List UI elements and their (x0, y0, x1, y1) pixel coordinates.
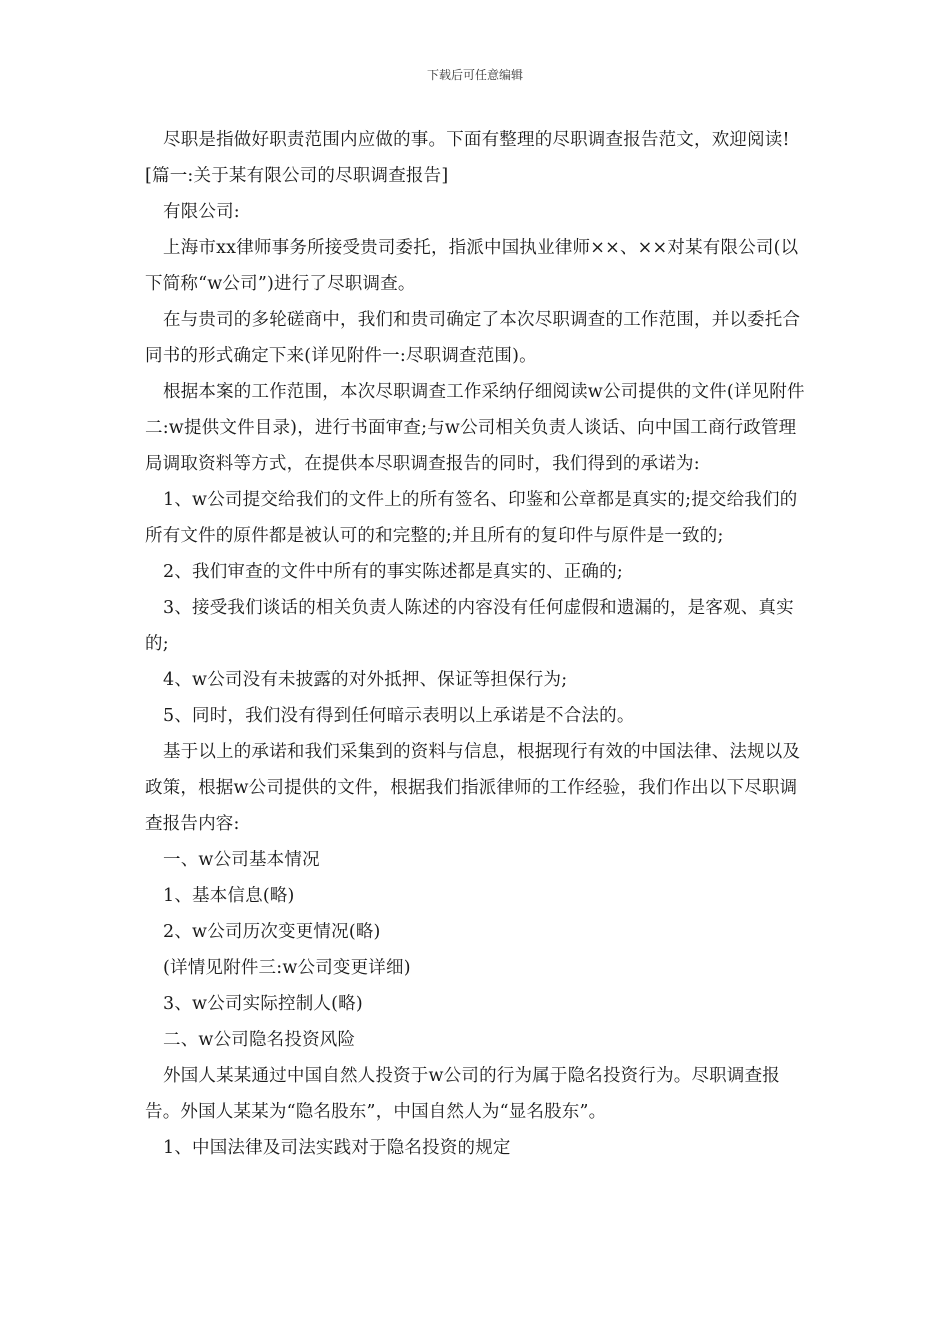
paragraph-commission: 上海市xx律师事务所接受贵司委托，指派中国执业律师××、××对某有限公司(以下简称“w公司”)进行了尽职调查。 (145, 238, 799, 294)
page-header: 下载后可任意编辑 (426, 68, 523, 82)
promise-item-4: 4、w公司没有未披露的对外抵押、保证等担保行为; (163, 670, 568, 690)
section-heading-2: 二、w公司隐名投资风险 (163, 1030, 356, 1050)
subsection-changes: 2、w公司历次变更情况(略) (163, 922, 381, 942)
subsection-basic-info: 1、基本信息(略) (163, 886, 295, 906)
addressee: 有限公司: (163, 202, 240, 222)
paragraph-basis: 基于以上的承诺和我们采集到的资料与信息，根据现行有效的中国法律、法规以及政策，根据w公司提供的文件，根据我们指派律师的工作经验，我们作出以下尽职调查报告内容: (145, 742, 801, 834)
paragraph-method: 根据本案的工作范围，本次尽职调查工作采纳仔细阅读w公司提供的文件(详见附件二:w提供文件目录)，进行书面审查;与w公司相关负责人谈话、向中国工商行政管理局调取资料等方式，在提供本尽职调查报告的同时，我们得到的承诺为: (145, 382, 805, 474)
promise-item-5: 5、同时，我们没有得到任何暗示表明以上承诺是不合法的。 (163, 706, 635, 726)
section-heading-1: 一、w公司基本情况 (163, 850, 320, 870)
paragraph-scope: 在与贵司的多轮磋商中，我们和贵司确定了本次尽职调查的工作范围，并以委托合同书的形式确定下来(详见附件一:尽职调查范围)。 (145, 310, 801, 366)
promise-item-1: 1、w公司提交给我们的文件上的所有签名、印鉴和公章都是真实的;提交给我们的所有文件的原件都是被认可的和完整的;并且所有的复印件与原件是一致的; (145, 490, 798, 546)
intro-paragraph: 尽职是指做好职责范围内应做的事。下面有整理的尽职调查报告范文，欢迎阅读! [篇一:关于某有限公司的尽职调查报告] (145, 130, 790, 186)
note-appendix-3: (详情见附件三:w公司变更详细) (163, 958, 411, 978)
subsection-controller: 3、w公司实际控制人(略) (163, 994, 363, 1014)
subsection-law: 1、中国法律及司法实践对于隐名投资的规定 (163, 1138, 511, 1158)
document-body (145, 122, 807, 1166)
promise-item-2: 2、我们审查的文件中所有的事实陈述都是真实的、正确的; (163, 562, 623, 582)
promise-item-3: 3、接受我们谈话的相关负责人陈述的内容没有任何虚假和遗漏的，是客观、真实的; (145, 598, 794, 654)
paragraph-hidden-investment: 外国人某某通过中国自然人投资于w公司的行为属于隐名投资行为。尽职调查报告。外国人某某为“隐名股东”，中国自然人为“显名股东”。 (145, 1066, 780, 1122)
